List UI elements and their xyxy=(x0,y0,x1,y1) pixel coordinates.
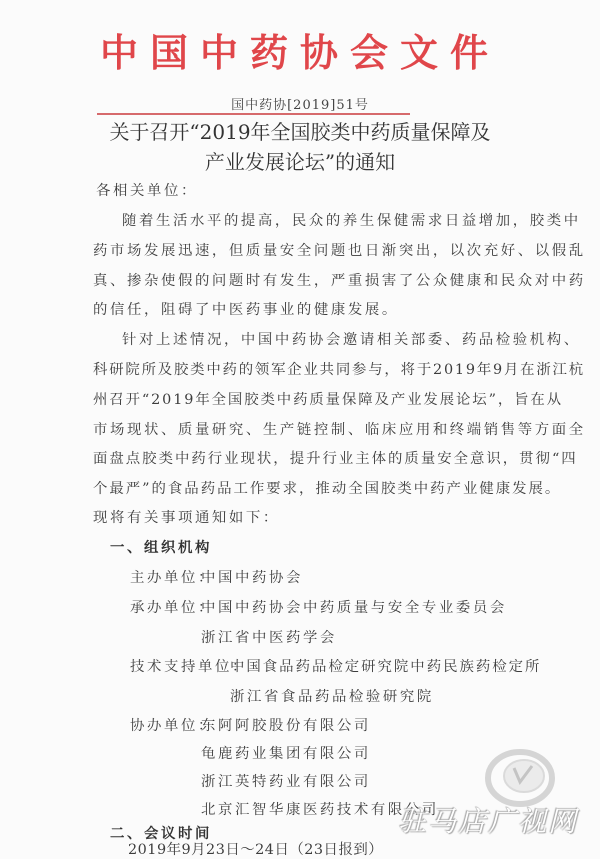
red-divider-line xyxy=(97,113,410,115)
host-label: 主办单位： xyxy=(130,570,215,586)
co-organizer-value: 龟鹿药业集团有限公司 xyxy=(201,746,371,762)
para2-line: 针对上述情况，中国中药协会邀请相关部委、药品检验机构、 xyxy=(122,332,581,348)
para1-line: 真、掺杂使假的问题时有发生，严重损害了公众健康和民众对中药 xyxy=(93,273,586,289)
co-organizer-value: 东阿阿胶股份有限公司 xyxy=(201,718,371,734)
co-organizer-value: 北京汇智华康医药技术有限公司 xyxy=(201,802,439,818)
host-value: 中国中药协会 xyxy=(201,570,303,586)
watermark-text: 驻马店广视网 xyxy=(398,805,579,838)
tech-support-label: 技术支持单位： xyxy=(130,659,249,675)
notice-title xyxy=(0,117,600,177)
tech-support-value: 浙江省食品药品检验研究院 xyxy=(230,689,434,705)
tech-support-value: 中国食品药品检定研究院中药民族药检定所 xyxy=(230,659,542,675)
section-heading-time: 二、会议时间 xyxy=(110,825,212,842)
para1-line: 的信任，阻碍了中医药事业的健康发展。 xyxy=(93,302,399,318)
section-heading-organization: 一、组织机构 xyxy=(110,539,212,556)
organizer-label: 承办单位： xyxy=(130,600,215,616)
para1-line: 药市场发展迅速，但质量安全问题也日渐突出，以次充好、以假乱 xyxy=(93,243,586,259)
document-number: 国中药协[2019]51号 xyxy=(231,98,369,113)
para2-line: 科研院所及胶类中药的领军企业共同参与，将于2019年9月在浙江杭 xyxy=(93,362,585,378)
co-organizer-label: 协办单位： xyxy=(130,718,215,734)
organizer-value: 浙江省中医药学会 xyxy=(201,630,337,646)
para2-line: 现将有关事项通知如下： xyxy=(93,510,280,526)
co-organizer-value: 浙江英特药业有限公司 xyxy=(201,774,371,790)
para2-line: 个最严”的食品药品工作要求，推动全国胶类中药产业健康发展。 xyxy=(93,481,562,497)
para1-line: 随着生活水平的提高，民众的养生保健需求日益增加，胶类中 xyxy=(122,213,581,229)
title-line-2: 产业发展论坛”的通知 xyxy=(204,150,396,174)
title-line-1: 关于召开“2019年全国胶类中药质量保障及 xyxy=(109,120,491,144)
para2-line: 面盘点胶类中药行业现状，提升行业主体的质量安全意识，贯彻“四 xyxy=(93,451,578,467)
organizer-value: 中国中药协会中药质量与安全专业委员会 xyxy=(201,600,507,616)
org-header-title: 中国中药协会文件 xyxy=(99,30,500,75)
para2-line: 州召开“2019年全国胶类中药质量保障及产业发展论坛”，旨在从 xyxy=(93,392,564,408)
salutation: 各相关单位： xyxy=(96,183,198,199)
meeting-date: 2019年9月23日～24日（23日报到） xyxy=(128,842,384,858)
para2-line: 市场现状、质量研究、生产链控制、临床应用和终端销售等方面全 xyxy=(93,422,586,438)
